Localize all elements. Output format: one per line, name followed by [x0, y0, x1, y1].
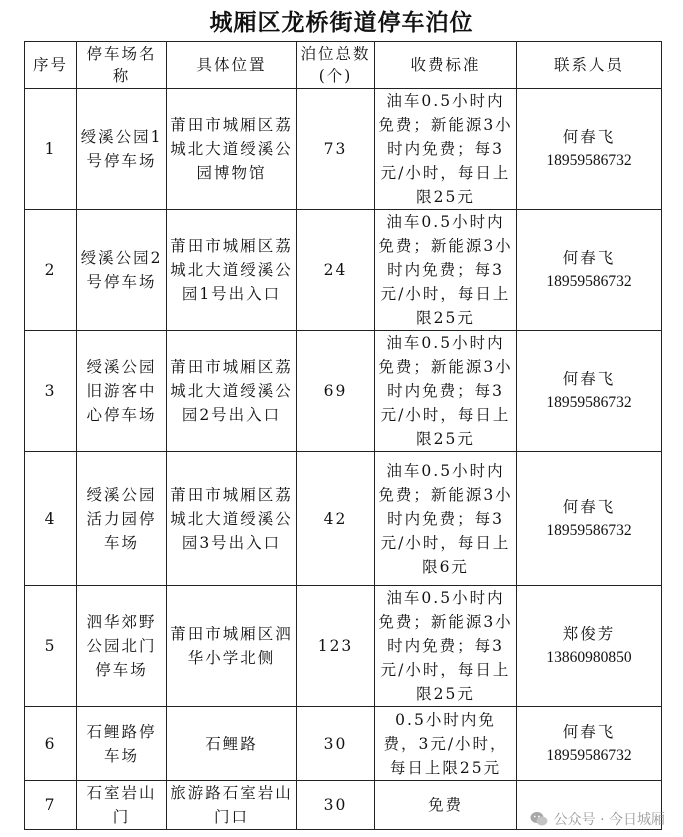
contact-phone: 18959586732 [546, 152, 632, 169]
contact-phone: 18959586732 [546, 746, 632, 764]
cell-no: 5 [25, 586, 77, 707]
page-title: 城厢区龙桥街道停车泊位 [209, 9, 474, 36]
table-row [25, 89, 662, 210]
cell-contact [517, 89, 662, 210]
cell-spaces: 42 [297, 452, 375, 586]
wechat-icon [530, 811, 548, 827]
table-row [25, 331, 662, 452]
cell-name: 绶溪公园旧游客中心停车场 [77, 331, 167, 452]
contact-phone: 18959586732 [546, 273, 632, 290]
table-header-row [25, 42, 662, 89]
cell-location: 莆田市城厢区荔城北大道绶溪公园3号出入口 [167, 452, 297, 586]
header-no: 序号 [25, 42, 77, 89]
contact-name: 何春飞 [562, 370, 616, 388]
cell-name: 泗华郊野公园北门停车场 [77, 586, 167, 707]
watermark [530, 809, 665, 829]
cell-contact [517, 586, 662, 707]
cell-name: 绶溪公园活力园停车场 [77, 452, 167, 586]
cell-fee: 油车0.5小时内免费；新能源3小时内免费；每3元/小时，每日上限25元 [375, 586, 517, 707]
cell-no: 3 [25, 331, 77, 452]
header-spaces: 泊位总数(个) [297, 42, 375, 89]
watermark-text: 公众号 · 今日城厢 [553, 812, 665, 828]
cell-location: 莆田市城厢区荔城北大道绶溪公园2号出入口 [167, 331, 297, 452]
cell-spaces: 30 [297, 707, 375, 781]
cell-fee: 油车0.5小时内免费；新能源3小时内免费；每3元/小时，每日上限25元 [375, 89, 517, 210]
contact-name: 郑俊芳 [562, 625, 616, 643]
cell-name: 绶溪公园2号停车场 [77, 210, 167, 331]
contact-phone: 13860980850 [546, 649, 632, 666]
cell-spaces: 69 [297, 331, 375, 452]
contact-name: 何春飞 [562, 722, 616, 741]
contact-phone: 18959586732 [546, 521, 632, 539]
cell-contact [517, 452, 662, 586]
cell-fee: 0.5小时内免费，3元/小时，每日上限25元 [375, 707, 517, 781]
cell-contact [517, 210, 662, 331]
cell-no: 2 [25, 210, 77, 331]
table-row [25, 707, 662, 781]
cell-name: 绶溪公园1号停车场 [77, 89, 167, 210]
header-name: 停车场名称 [77, 42, 167, 89]
cell-no: 4 [25, 452, 77, 586]
cell-spaces: 30 [297, 781, 375, 830]
header-contact: 联系人员 [517, 42, 662, 89]
cell-spaces: 73 [297, 89, 375, 210]
contact-name: 何春飞 [562, 497, 616, 516]
cell-fee: 油车0.5小时内免费；新能源3小时内免费；每3元/小时，每日上限6元 [375, 452, 517, 586]
table-row [25, 586, 662, 707]
cell-fee: 油车0.5小时内免费；新能源3小时内免费；每3元/小时，每日上限25元 [375, 210, 517, 331]
cell-spaces: 123 [297, 586, 375, 707]
cell-name: 石室岩山门 [77, 781, 167, 830]
cell-location: 莆田市城厢区荔城北大道绶溪公园1号出入口 [167, 210, 297, 331]
cell-name: 石鲤路停车场 [77, 707, 167, 781]
cell-no: 7 [25, 781, 77, 830]
cell-no: 6 [25, 707, 77, 781]
table-row [25, 452, 662, 586]
header-location: 具体位置 [167, 42, 297, 89]
cell-contact [517, 707, 662, 781]
cell-no: 1 [25, 89, 77, 210]
cell-spaces: 24 [297, 210, 375, 331]
cell-location: 莆田市城厢区泗华小学北侧 [167, 586, 297, 707]
cell-contact [517, 331, 662, 452]
cell-fee: 免费 [375, 781, 517, 830]
table-row [25, 210, 662, 331]
cell-location: 石鲤路 [167, 707, 297, 781]
parking-table [24, 41, 662, 830]
cell-fee: 油车0.5小时内免费；新能源3小时内免费；每3元/小时，每日上限25元 [375, 331, 517, 452]
contact-name: 何春飞 [562, 249, 616, 267]
header-fee: 收费标准 [375, 42, 517, 89]
cell-location: 莆田市城厢区荔城北大道绶溪公园博物馆 [167, 89, 297, 210]
contact-name: 何春飞 [562, 128, 616, 146]
contact-phone: 18959586732 [546, 394, 632, 411]
cell-location: 旅游路石室岩山门口 [167, 781, 297, 830]
